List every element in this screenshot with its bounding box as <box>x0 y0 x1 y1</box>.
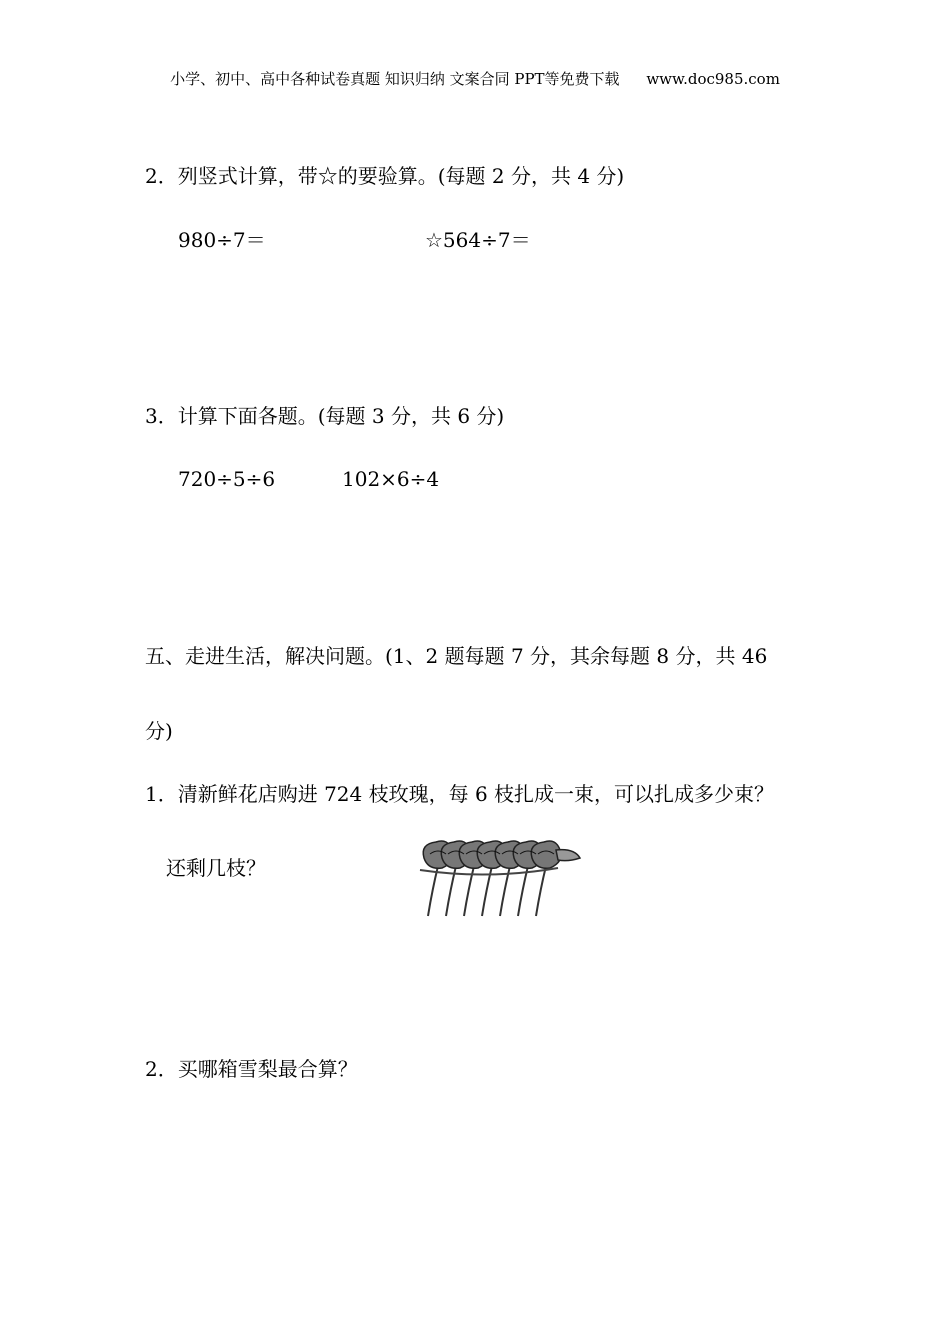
q3-problem-1: 720÷5÷6 <box>178 467 276 491</box>
q2-problem-1: 980÷7＝ <box>178 228 266 252</box>
section5-title-line2: 分) <box>145 719 173 743</box>
p1-line2: 还剩几枝？ <box>166 856 266 880</box>
header-text: 小学、初中、高中各种试卷真题 知识归纳 文案合同 PPT等免费下载 <box>170 70 620 88</box>
q3-title: 3．计算下面各题。(每题 3 分，共 6 分) <box>145 404 505 428</box>
q2-problem-2: ☆564÷7＝ <box>425 228 531 252</box>
roses-bunch-icon <box>418 836 588 918</box>
p2-line1: 2．买哪箱雪梨最合算？ <box>145 1057 358 1081</box>
section5-title-line1: 五、走进生活，解决问题。(1、2 题每题 7 分，其余每题 8 分，共 46 <box>145 644 768 668</box>
page-header <box>0 68 950 89</box>
q2-title: 2．列竖式计算，带☆的要验算。(每题 2 分，共 4 分) <box>145 164 625 188</box>
header-url: www.doc985.com <box>646 70 780 88</box>
q3-problem-2: 102×6÷4 <box>342 467 440 491</box>
p1-line1: 1．清新鲜花店购进 724 枝玫瑰，每 6 枝扎成一束，可以扎成多少束？ <box>145 782 775 806</box>
